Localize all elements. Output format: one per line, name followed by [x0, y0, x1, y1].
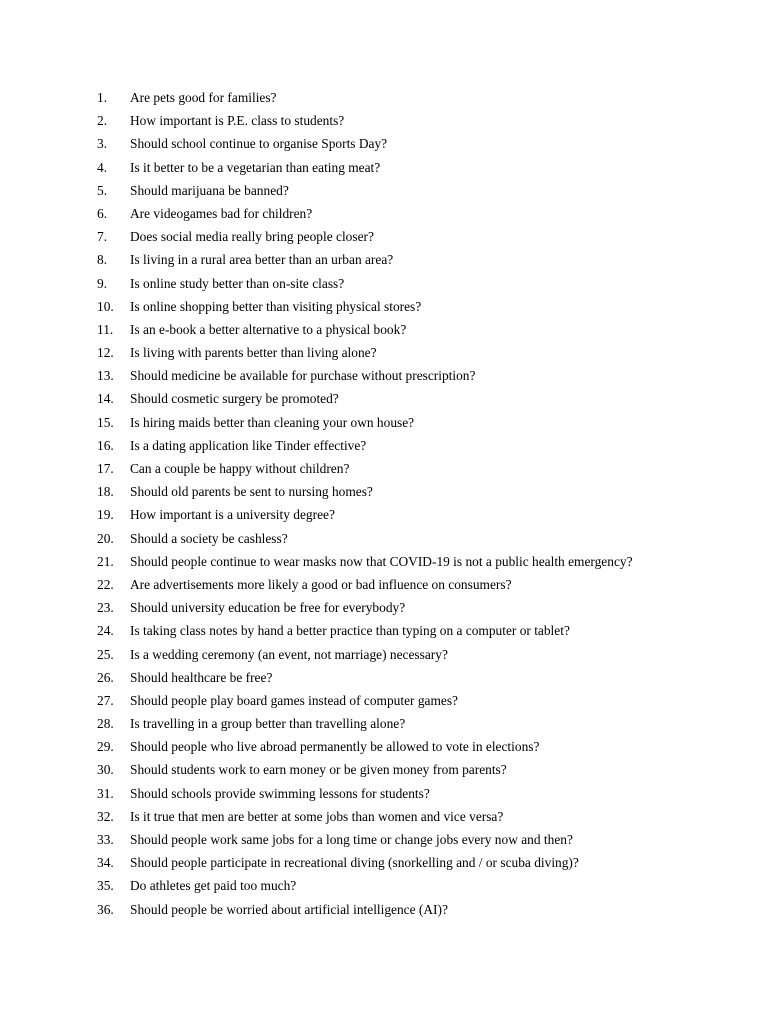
question-number: 32.	[97, 808, 114, 824]
question-text: Should cosmetic surgery be promoted?	[130, 391, 339, 407]
question-text: Is online study better than on-site class?	[130, 275, 345, 291]
question-text: Is online shopping better than visiting physical stores?	[130, 298, 422, 314]
question-number: 13.	[97, 368, 114, 384]
question-number: 12.	[97, 345, 114, 361]
question-number: 17.	[97, 461, 114, 476]
question-text: Should university education be free for everybody?	[130, 600, 406, 616]
question-text: Is living with parents better than living alone?	[130, 345, 377, 361]
question-text: How important is a university degree?	[130, 507, 335, 523]
question-number: 21.	[97, 553, 114, 569]
question-text: Should people who live abroad permanently be allowed to vote in elections?	[130, 739, 540, 755]
question-number: 4.	[97, 159, 108, 175]
question-number: 19.	[97, 507, 114, 523]
question-number: 10.	[97, 298, 114, 314]
question-number: 3.	[97, 136, 108, 152]
question-number: 11.	[97, 321, 114, 337]
question-number: 14.	[97, 391, 114, 407]
question-number: 15.	[97, 414, 114, 430]
question-text: Should schools provide swimming lessons for students?	[130, 785, 430, 801]
question-number: 23.	[97, 600, 114, 616]
question-text: Is travelling in a group better than travelling alone?	[130, 716, 406, 732]
question-number: 7.	[97, 229, 108, 245]
question-number: 20.	[97, 530, 114, 546]
question-text: Should students work to earn money or be given money from parents?	[130, 762, 507, 778]
question-text: Should people work same jobs for a long time or change jobs every now and then?	[130, 832, 573, 847]
question-text: Should school continue to organise Sports Day?	[130, 136, 388, 152]
question-text: Should people play board games instead of computer games?	[130, 692, 458, 708]
question-number: 35.	[97, 878, 114, 894]
question-number: 16.	[97, 437, 114, 453]
question-number: 9.	[97, 275, 108, 291]
question-text: Is hiring maids better than cleaning your own house?	[130, 414, 415, 430]
question-text: Does social media really bring people closer?	[130, 229, 374, 245]
question-text: Is it true that men are better at some jobs than women and vice versa?	[130, 808, 504, 824]
question-text: Are advertisements more likely a good or bad influence on consumers?	[130, 576, 512, 592]
question-number: 2.	[97, 113, 108, 129]
question-text: Should healthcare be free?	[130, 669, 273, 685]
question-number: 6.	[97, 205, 108, 221]
question-number: 31.	[97, 785, 114, 801]
question-text: Should a society be cashless?	[130, 530, 288, 546]
question-text: Is it better to be a vegetarian than eating meat?	[130, 159, 381, 175]
question-text: Should people continue to wear masks now that COVID-19 is not a public health emergency?	[130, 553, 633, 569]
question-text: Should people be worried about artificial intelligence (AI)?	[130, 901, 448, 917]
question-number: 22.	[97, 576, 114, 592]
question-number: 29.	[97, 739, 114, 755]
question-text: Is a dating application like Tinder effective?	[130, 437, 367, 453]
question-text: Are pets good for families?	[130, 90, 277, 105]
question-text: Are videogames bad for children?	[130, 205, 313, 221]
question-text: Is living in a rural area better than an urban area?	[130, 252, 394, 268]
question-text: Can a couple be happy without children?	[130, 461, 350, 476]
question-number: 8.	[97, 252, 108, 268]
question-number: 25.	[97, 646, 114, 662]
question-number: 27.	[97, 692, 114, 708]
question-number: 5.	[97, 182, 108, 198]
question-text: Should old parents be sent to nursing homes?	[130, 484, 373, 500]
question-number: 30.	[97, 762, 114, 778]
question-text: How important is P.E. class to students?	[130, 113, 345, 129]
question-number: 1.	[97, 90, 108, 105]
question-number: 34.	[97, 855, 114, 871]
question-number: 33.	[97, 832, 114, 847]
question-text: Is a wedding ceremony (an event, not marriage) necessary?	[130, 646, 448, 662]
question-text: Is taking class notes by hand a better practice than typing on a computer or tablet?	[130, 623, 570, 639]
question-number: 28.	[97, 716, 114, 732]
question-text: Should people participate in recreational diving (snorkelling and / or scuba diving)?	[130, 855, 579, 871]
question-number: 26.	[97, 669, 114, 685]
question-number: 36.	[97, 901, 114, 917]
question-text: Do athletes get paid too much?	[130, 878, 297, 894]
question-text: Is an e-book a better alternative to a physical book?	[130, 321, 407, 337]
question-text: Should marijuana be banned?	[130, 182, 289, 198]
question-text: Should medicine be available for purchase without prescription?	[130, 368, 476, 384]
question-number: 18.	[97, 484, 114, 500]
question-number: 24.	[97, 623, 114, 639]
